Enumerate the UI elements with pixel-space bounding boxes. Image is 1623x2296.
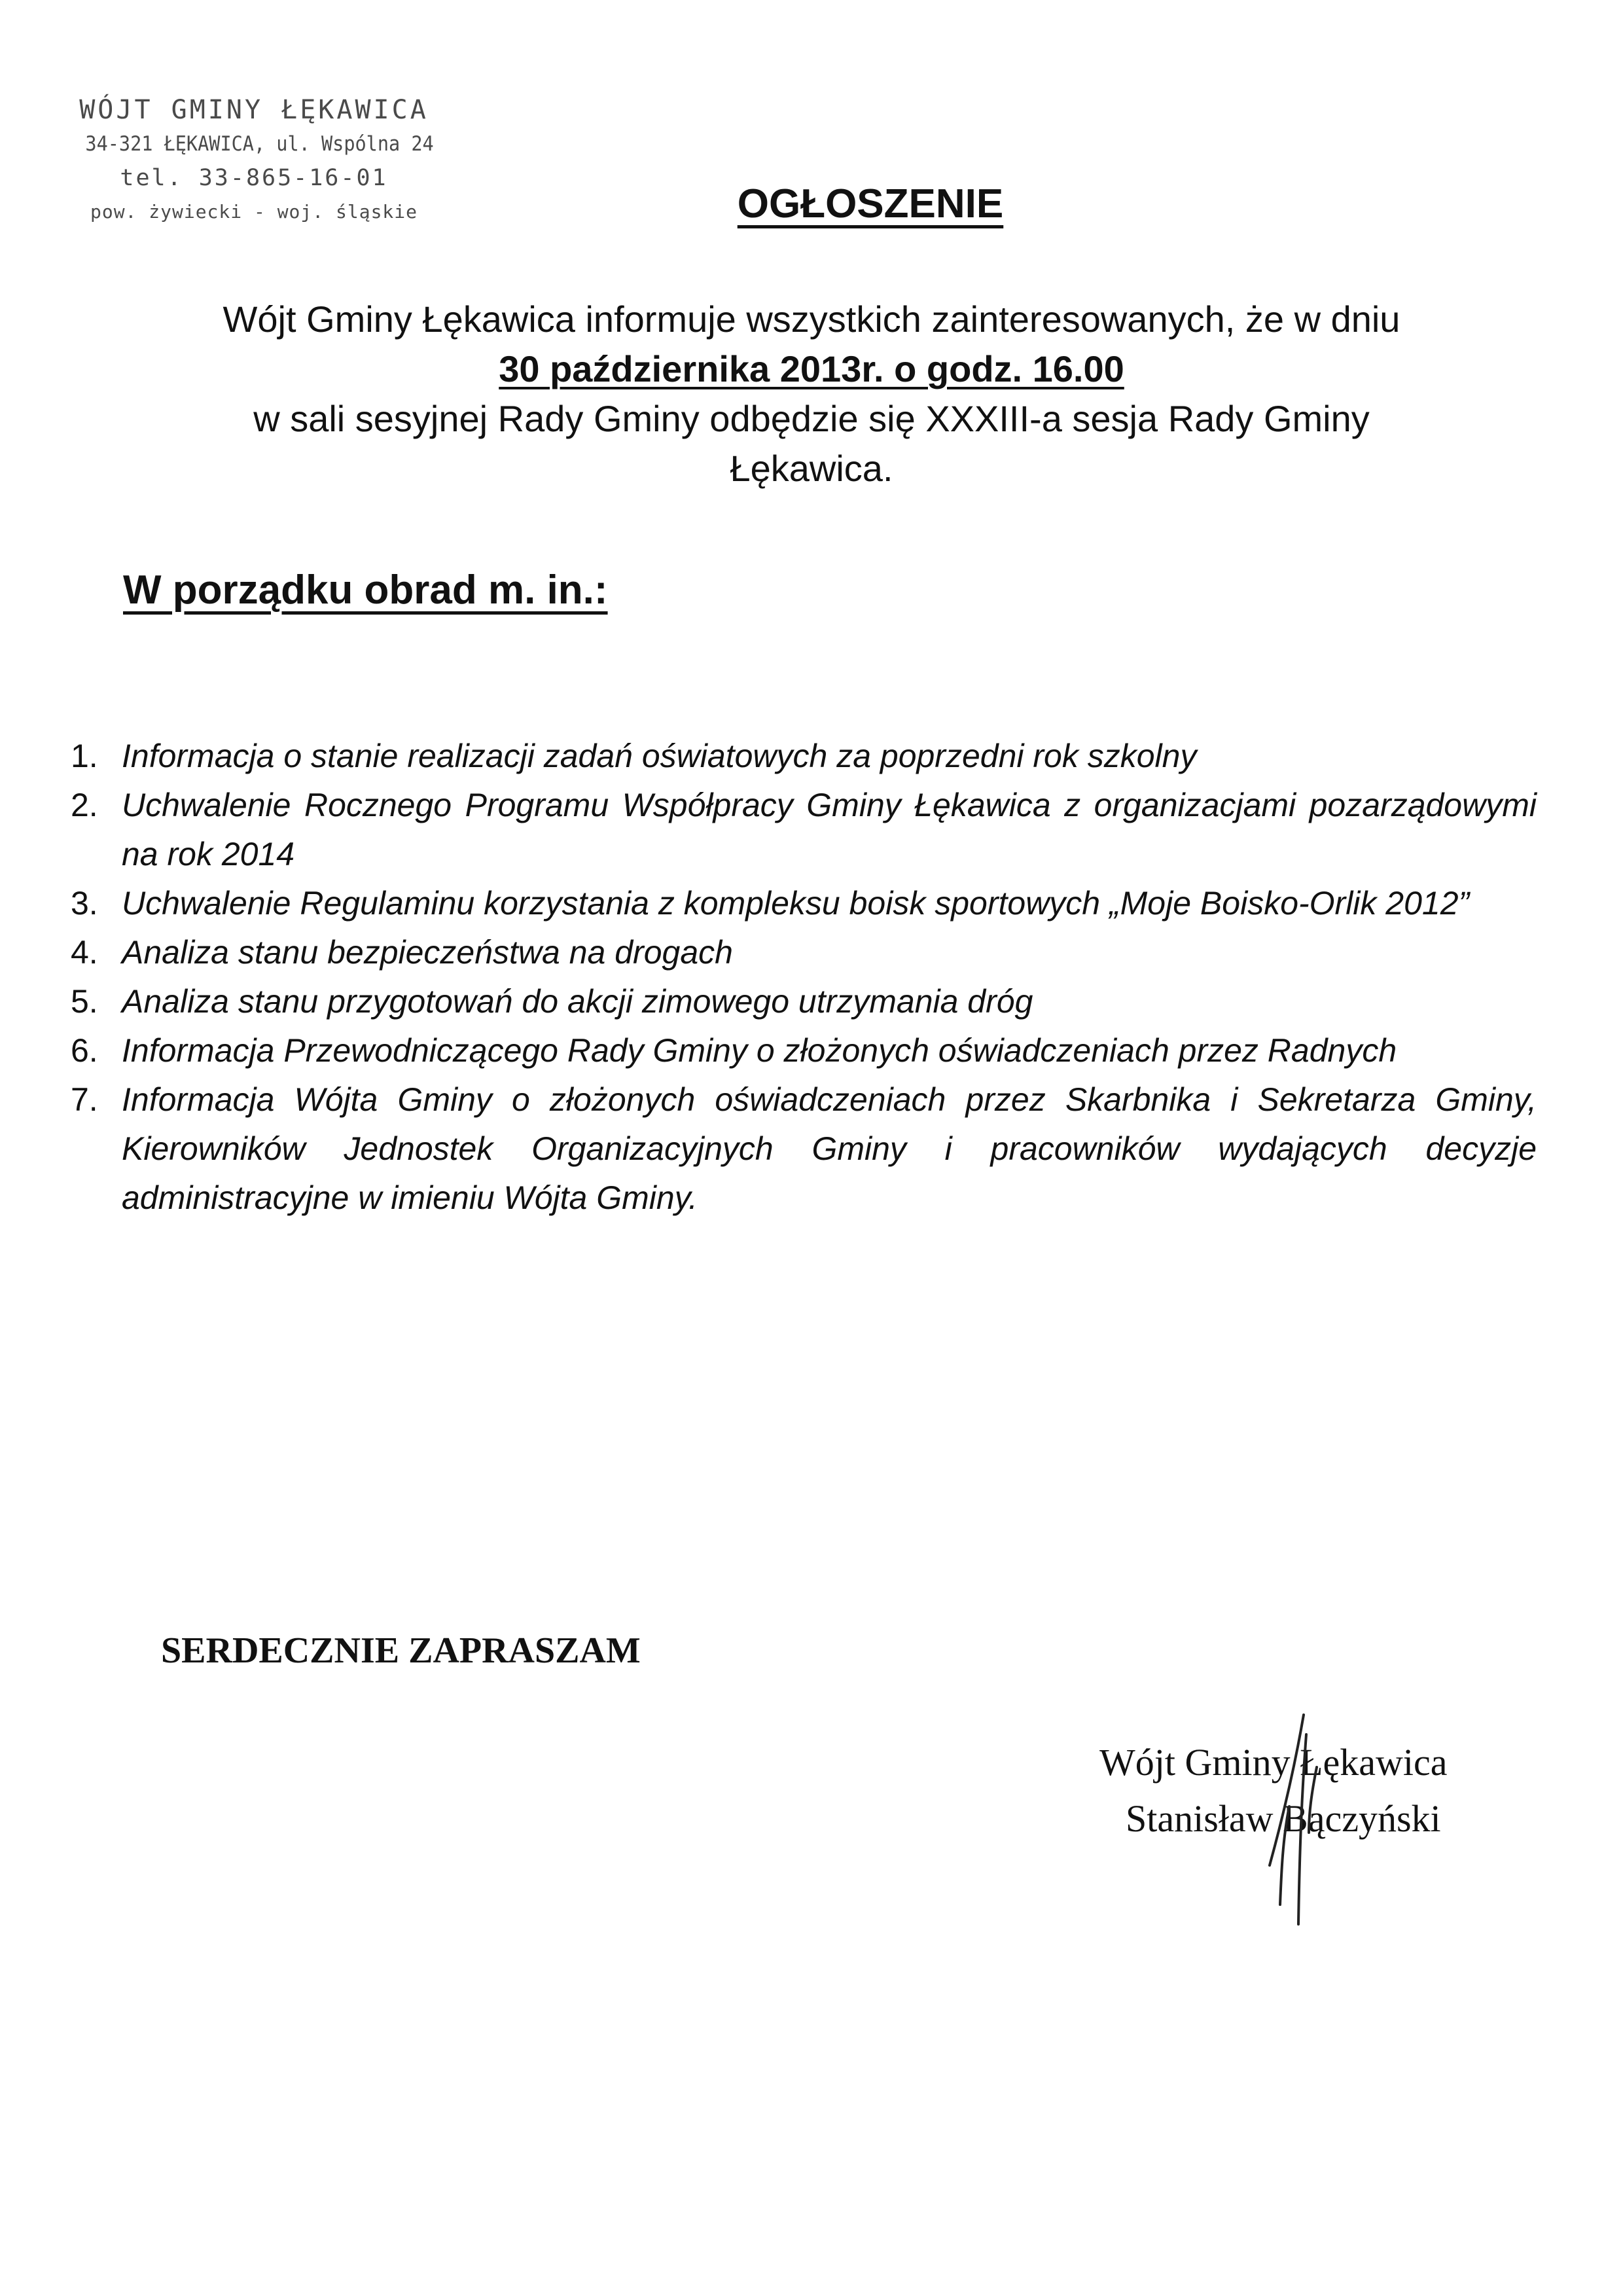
intro-line-1: Wójt Gminy Łękawica informuje wszystkich zainteresowanych, że w dniu [223, 298, 1400, 340]
stamp-region: pow. żywiecki - woj. śląskie [90, 201, 418, 223]
agenda-item [71, 928, 1537, 977]
closing-invitation: SERDECZNIE ZAPRASZAM [161, 1630, 641, 1671]
agenda-title: W porządku obrad m. in.: [123, 567, 608, 613]
stamp-address: 34-321 ŁĘKAWICA, ul. Wspólna 24 [85, 132, 434, 156]
agenda-item-number: 5. [71, 983, 98, 1020]
agenda-item [71, 732, 1537, 781]
agenda-item-number: 2. [71, 787, 98, 823]
agenda-item-text: Analiza stanu bezpieczeństwa na drogach [122, 934, 733, 971]
agenda-item-number: 1. [71, 738, 98, 774]
signatory-title: Wójt Gminy Łękawica [1099, 1741, 1448, 1784]
agenda-item-number: 6. [71, 1032, 98, 1069]
agenda-item [71, 1026, 1537, 1075]
handwritten-signature-icon [1243, 1708, 1348, 1931]
intro-line-3: w sali sesyjnej Rady Gminy odbędzie się XXXIII-a sesja Rady Gminy [253, 398, 1370, 439]
announcement-heading [0, 181, 1623, 227]
agenda-item-text: Uchwalenie Rocznego Programu Współpracy Gminy Łękawica z organizacjami pozarządowymi na rok 2014 [122, 787, 1537, 872]
agenda-item-text: Informacja o stanie realizacji zadań oświatowych za poprzedni rok szkolny [122, 738, 1197, 774]
agenda-item-text: Uchwalenie Regulaminu korzystania z kompleksu boisk sportowych „Moje Boisko-Orlik 2012” [122, 885, 1470, 922]
agenda-item-number: 7. [71, 1081, 98, 1118]
agenda-item-number: 4. [71, 934, 98, 971]
intro-line-4: Łękawica. [730, 448, 893, 489]
agenda-item [71, 781, 1537, 879]
signatory-name: Stanisław Bączyński [1126, 1797, 1441, 1840]
agenda-item [71, 879, 1537, 928]
agenda-item [71, 977, 1537, 1026]
stamp-office-name: WÓJT GMINY ŁĘKAWICA [79, 95, 429, 125]
agenda-item-text: Informacja Wójta Gminy o złożonych oświadczeniach przez Skarbnika i Sekretarza Gminy, Kierowników Jednostek Organizacyjnych Gminy i pracowników wydających decyzje administracyjne w imieniu Wójta Gminy. [122, 1081, 1537, 1216]
agenda-item [71, 1075, 1537, 1223]
session-date: 30 października 2013r. o godz. 16.00 [499, 348, 1124, 389]
stamp-phone: tel. 33-865-16-01 [120, 165, 388, 191]
agenda-item-number: 3. [71, 885, 98, 922]
announcement-heading-text: OGŁOSZENIE [737, 181, 1004, 226]
agenda-item-text: Informacja Przewodniczącego Rady Gminy o złożonych oświadczeniach przez Radnych [122, 1032, 1397, 1069]
agenda-list [71, 732, 1537, 1223]
intro-paragraph [79, 295, 1544, 493]
agenda-item-text: Analiza stanu przygotowań do akcji zimowego utrzymania dróg [122, 983, 1033, 1020]
